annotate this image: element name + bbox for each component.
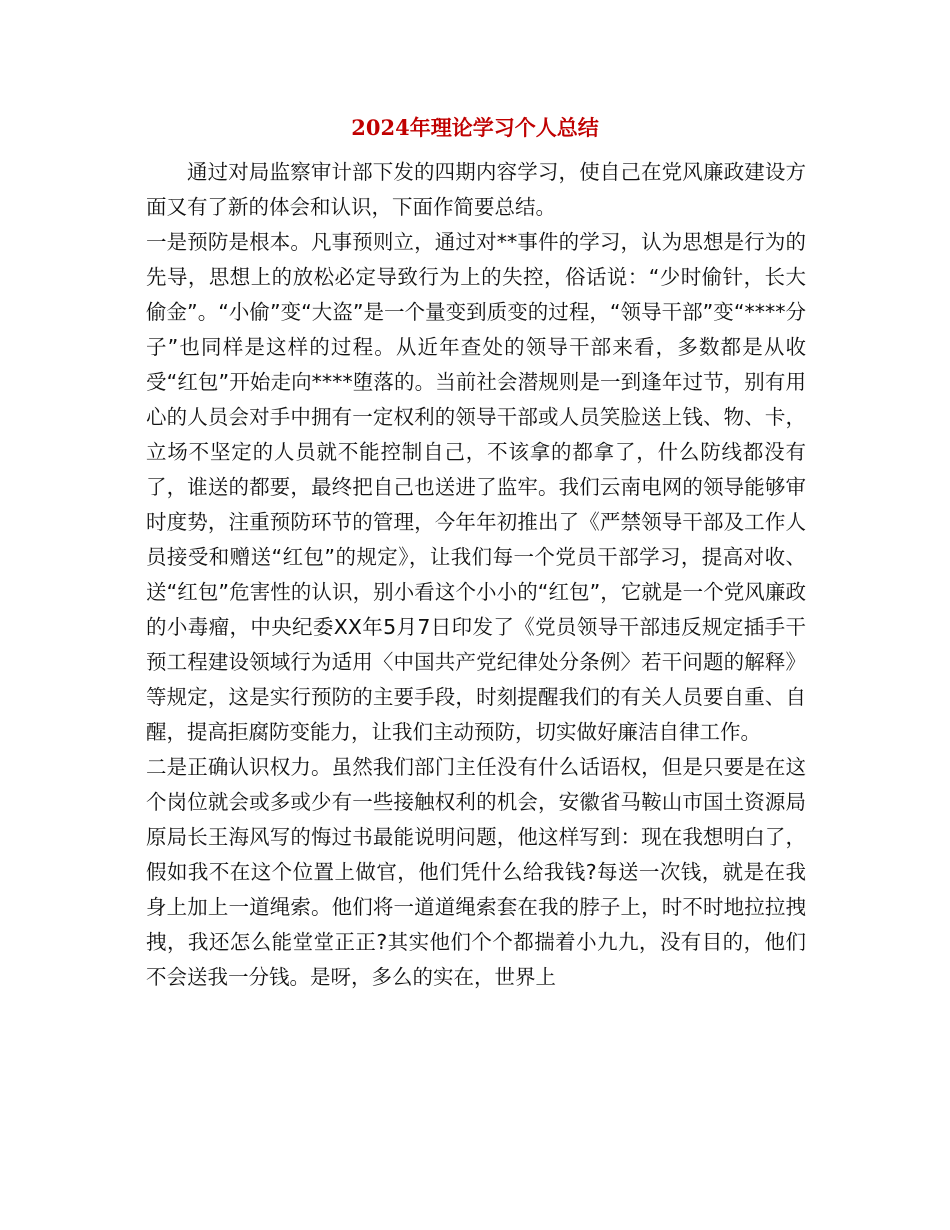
document-body <box>146 155 806 995</box>
paragraph-power: 二是正确认识权力。虽然我们部门主任没有什么话语权，但是只要是在这个岗位就会或多或少有一些接触权利的机会，安徽省马鞍山市国土资源局原局长王海风写的悔过书最能说明问题，他这样写到：现在我想明白了，假如我不在这个位置上做官，他们凭什么给我钱?每送一次钱，就是在我身上加上一道绳索。他们将一道道绳索套在我的脖子上，时不时地拉拉拽拽，我还怎么能堂堂正正?其实他们个个都揣着小九九，没有目的，他们不会送我一分钱。是呀，多么的实在，世界上 <box>146 755 806 989</box>
document-title: 2024年理论学习个人总结 <box>351 115 599 140</box>
paragraph-prevention: 一是预防是根本。凡事预则立，通过对**事件的学习，认为思想是行为的先导，思想上的放松必定导致行为上的失控，俗话说：“少时偷针，长大偷金”。“小偷”变“大盗”是一个量变到质变的过程，“领导干部”变“****分子”也同样是这样的过程。从近年查处的领导干部来看，多数都是从收受“红包”开始走向****堕落的。当前社会潜规则是一到逢年过节，别有用心的人员会对手中拥有一定权利的领导干部或人员笑脸送上钱、物、卡，立场不坚定的人员就不能控制自己，不该拿的都拿了，什么防线都没有了，谁送的都要，最终把自己也送进了监牢。我们云南电网的领导能够审时度势，注重预防环节的管理，今年年初推出了《严禁领导干部及工作人员接受和赠送“红包”的规定》，让我们每一个党员干部学习，提高对收、送“红包”危害性的认识，别小看这个小小的“红包”，它就是一个党风廉政的小毒瘤，中央纪委XX年5月7日印发了《党员领导干部违反规定插手干预工程建设领域行为适用〈中国共产党纪律处分条例〉若干问题的解释》等规定，这是实行预防的主要手段，时刻提醒我们的有关人员要自重、自醒，提高拒腐防变能力，让我们主动预防，切实做好廉洁自律工作。 <box>146 230 806 744</box>
intro-paragraph: 通过对局监察审计部下发的四期内容学习，使自己在党风廉政建设方面又有了新的体会和认识，下面作简要总结。 <box>146 160 806 219</box>
